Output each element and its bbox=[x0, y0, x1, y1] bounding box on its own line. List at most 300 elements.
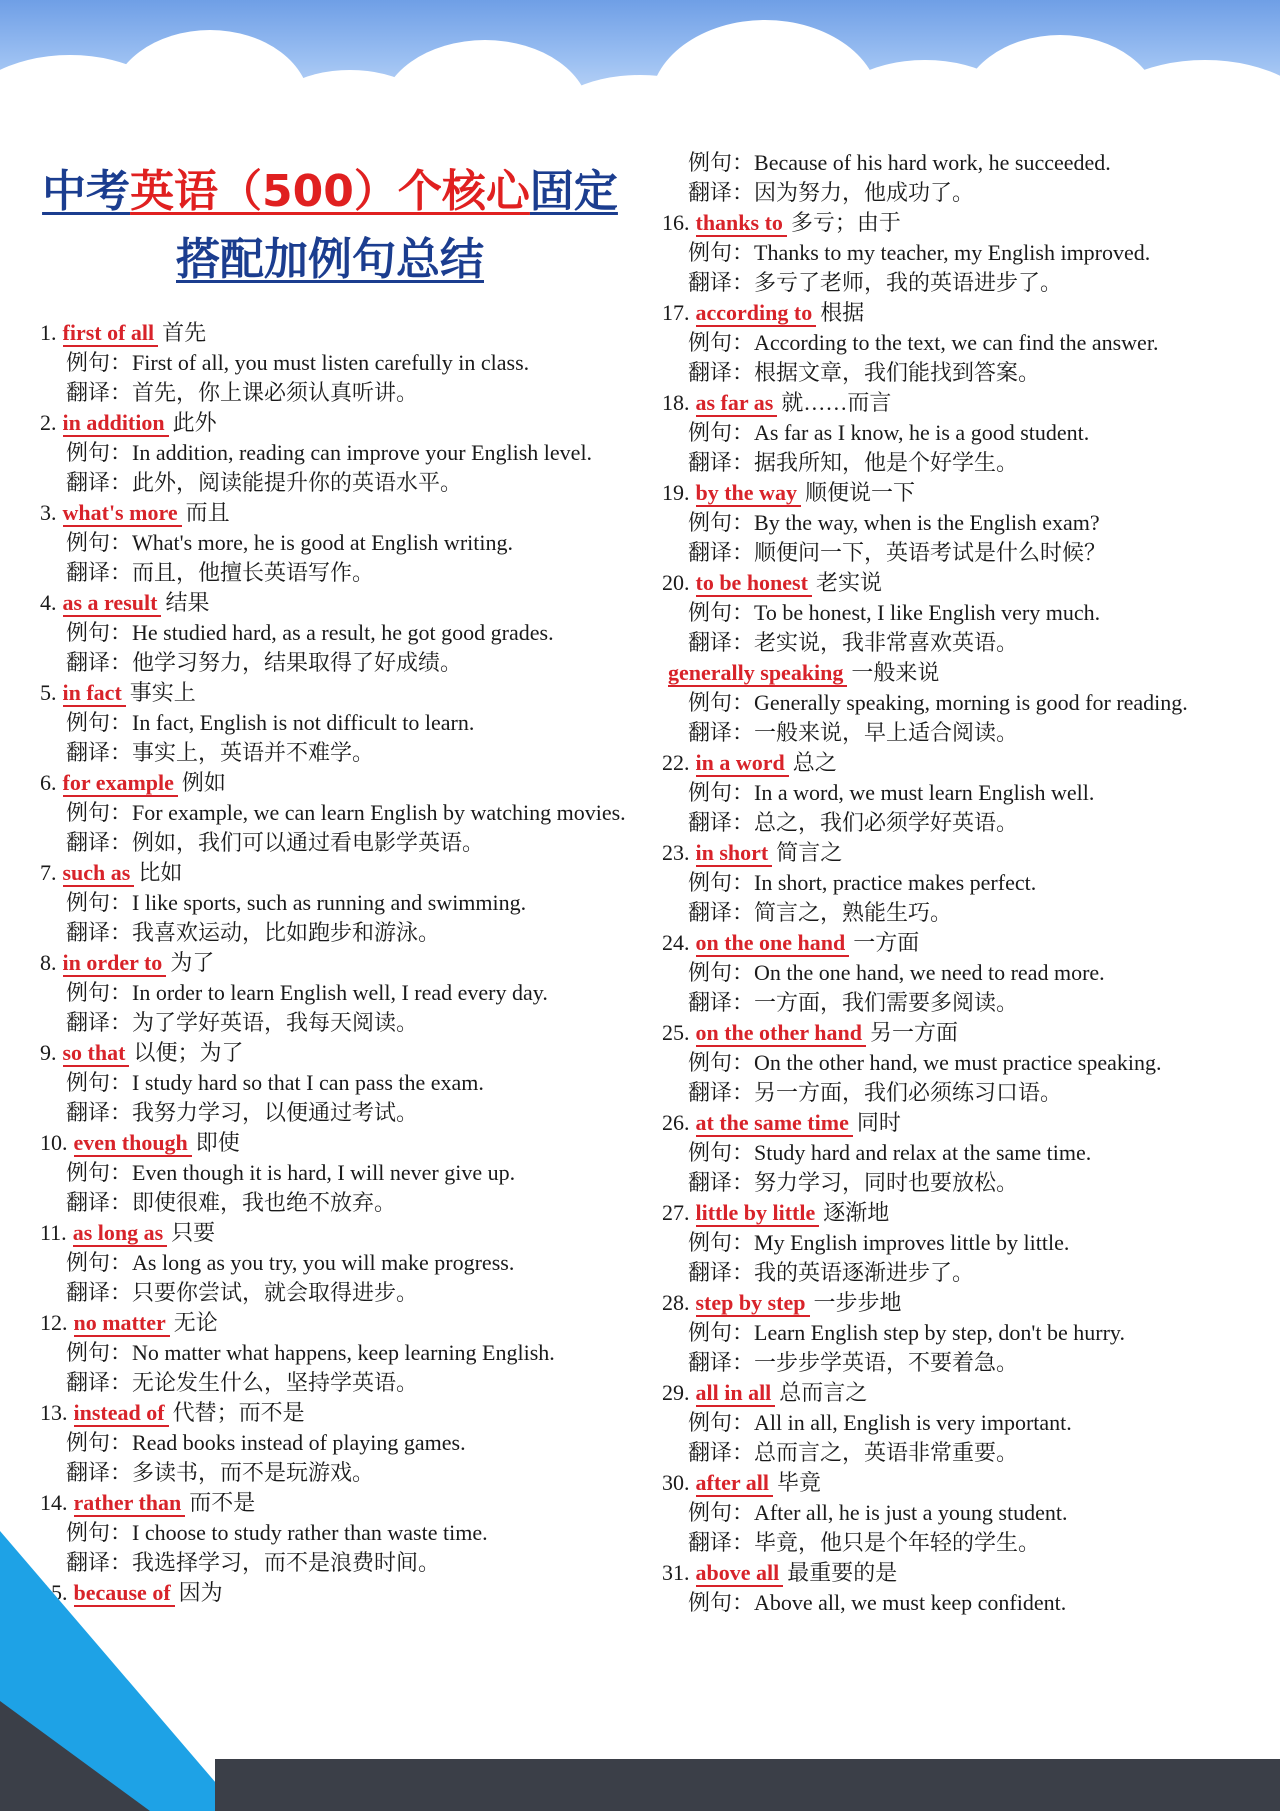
example-label: 例句： bbox=[688, 1140, 755, 1165]
translation-sentence bbox=[66, 1458, 640, 1488]
translation-text: 我的英语逐渐进步了。 bbox=[754, 1260, 975, 1285]
phrase-term: for example bbox=[63, 771, 178, 797]
translation-label: 翻译： bbox=[688, 1530, 755, 1555]
entry-number: 24. bbox=[662, 930, 690, 955]
translation-label: 翻译： bbox=[688, 360, 755, 385]
phrase-line bbox=[40, 948, 640, 978]
phrase-entry bbox=[40, 318, 640, 408]
phrase-line bbox=[40, 1488, 640, 1518]
phrase-entry bbox=[662, 658, 1262, 748]
example-sentence bbox=[66, 888, 640, 918]
translation-text: 总之，我们必须学好英语。 bbox=[754, 810, 1019, 835]
entry-number: 17. bbox=[662, 300, 690, 325]
translation-text: 我努力学习，以便通过考试。 bbox=[132, 1100, 419, 1125]
example-text: According to the text, we can find the answer. bbox=[754, 330, 1159, 355]
example-text: Even though it is hard, I will never give up. bbox=[132, 1160, 516, 1185]
phrase-line bbox=[662, 838, 1262, 868]
phrase-entry bbox=[40, 1218, 640, 1308]
translation-text: 无论发生什么，坚持学英语。 bbox=[132, 1370, 419, 1395]
example-sentence bbox=[688, 1408, 1262, 1438]
entry-number: 14. bbox=[40, 1490, 68, 1515]
phrase-line bbox=[662, 748, 1262, 778]
example-text: Above all, we must keep confident. bbox=[754, 1590, 1067, 1615]
translation-label: 翻译： bbox=[66, 1550, 133, 1575]
translation-text: 另一方面，我们必须练习口语。 bbox=[754, 1080, 1063, 1105]
example-text: No matter what happens, keep learning English. bbox=[132, 1340, 555, 1365]
example-sentence bbox=[688, 1138, 1262, 1168]
translation-sentence bbox=[66, 918, 640, 948]
phrase-term: on the other hand bbox=[696, 1021, 866, 1047]
translation-label: 翻译： bbox=[66, 1280, 133, 1305]
translation-text: 多读书，而不是玩游戏。 bbox=[132, 1460, 375, 1485]
translation-text: 首先，你上课必须认真听讲。 bbox=[132, 380, 419, 405]
translation-sentence bbox=[66, 1188, 640, 1218]
translation-text: 他学习努力，结果取得了好成绩。 bbox=[132, 650, 463, 675]
phrase-line bbox=[662, 298, 1262, 328]
example-text: For example, we can learn English by watching movies. bbox=[132, 800, 626, 825]
example-label: 例句： bbox=[688, 1050, 755, 1075]
phrase-term: step by step bbox=[696, 1291, 810, 1317]
phrase-term: to be honest bbox=[696, 571, 812, 597]
example-label: 例句： bbox=[688, 330, 755, 355]
example-sentence bbox=[688, 148, 1262, 178]
phrase-term: instead of bbox=[74, 1401, 169, 1427]
example-sentence bbox=[66, 348, 640, 378]
continued-entry bbox=[662, 148, 1262, 208]
translation-sentence bbox=[66, 558, 640, 588]
translation-text: 例如，我们可以通过看电影学英语。 bbox=[132, 830, 485, 855]
phrase-meaning: 因为 bbox=[178, 1580, 223, 1605]
example-label: 例句： bbox=[66, 1250, 133, 1275]
translation-label: 翻译： bbox=[66, 1100, 133, 1125]
example-text: Thanks to my teacher, my English improved. bbox=[754, 240, 1151, 265]
entry-number: 1. bbox=[40, 320, 57, 345]
entry-number: 6. bbox=[40, 770, 57, 795]
phrase-term: in short bbox=[696, 841, 773, 867]
example-label: 例句： bbox=[688, 1320, 755, 1345]
example-text: Study hard and relax at the same time. bbox=[754, 1140, 1092, 1165]
translation-sentence bbox=[66, 648, 640, 678]
phrase-term: because of bbox=[74, 1581, 175, 1607]
example-sentence bbox=[66, 528, 640, 558]
phrase-entry bbox=[662, 838, 1262, 928]
phrase-meaning: 一步步地 bbox=[813, 1290, 902, 1315]
example-label: 例句： bbox=[688, 870, 755, 895]
phrase-meaning: 无论 bbox=[173, 1310, 218, 1335]
translation-sentence bbox=[688, 268, 1262, 298]
phrase-meaning: 简言之 bbox=[776, 840, 843, 865]
translation-sentence bbox=[66, 1278, 640, 1308]
example-label: 例句： bbox=[688, 780, 755, 805]
example-sentence bbox=[66, 438, 640, 468]
example-sentence bbox=[66, 798, 640, 828]
translation-label: 翻译： bbox=[688, 990, 755, 1015]
translation-label: 翻译： bbox=[66, 560, 133, 585]
translation-sentence bbox=[688, 1348, 1262, 1378]
phrase-meaning: 总之 bbox=[792, 750, 837, 775]
entry-number: 8. bbox=[40, 950, 57, 975]
translation-sentence bbox=[688, 1258, 1262, 1288]
example-text: In short, practice makes perfect. bbox=[754, 870, 1037, 895]
translation-sentence bbox=[688, 1168, 1262, 1198]
translation-sentence bbox=[688, 538, 1262, 568]
entry-number: 30. bbox=[662, 1470, 690, 1495]
phrase-meaning: 比如 bbox=[138, 860, 183, 885]
entry-number: 3. bbox=[40, 500, 57, 525]
translation-label: 翻译： bbox=[688, 630, 755, 655]
example-text: By the way, when is the English exam? bbox=[754, 510, 1100, 535]
translation-label: 翻译： bbox=[66, 1010, 133, 1035]
example-sentence bbox=[688, 1318, 1262, 1348]
phrase-line bbox=[40, 858, 640, 888]
phrase-term: in a word bbox=[696, 751, 789, 777]
phrase-term: as long as bbox=[73, 1221, 167, 1247]
example-sentence bbox=[688, 328, 1262, 358]
phrase-term: at the same time bbox=[696, 1111, 853, 1137]
translation-label: 翻译： bbox=[688, 1080, 755, 1105]
translation-label: 翻译： bbox=[688, 180, 755, 205]
phrase-meaning: 例如 bbox=[181, 770, 226, 795]
example-text: As far as I know, he is a good student. bbox=[754, 420, 1090, 445]
phrase-meaning: 只要 bbox=[171, 1220, 216, 1245]
phrase-line bbox=[40, 408, 640, 438]
translation-sentence bbox=[688, 1438, 1262, 1468]
example-label: 例句： bbox=[688, 600, 755, 625]
example-text: My English improves little by little. bbox=[754, 1230, 1070, 1255]
example-text: On the one hand, we need to read more. bbox=[754, 960, 1105, 985]
phrase-term: all in all bbox=[696, 1381, 776, 1407]
phrase-line bbox=[662, 568, 1262, 598]
example-text: After all, he is just a young student. bbox=[754, 1500, 1068, 1525]
example-label: 例句： bbox=[688, 1590, 755, 1615]
phrase-line bbox=[662, 1198, 1262, 1228]
phrase-meaning: 毕竟 bbox=[777, 1470, 822, 1495]
phrase-meaning: 此外 bbox=[172, 410, 217, 435]
translation-label: 翻译： bbox=[688, 270, 755, 295]
phrase-term: as a result bbox=[63, 591, 162, 617]
phrase-line bbox=[662, 1558, 1262, 1588]
entry-number: 20. bbox=[662, 570, 690, 595]
phrase-meaning: 为了 bbox=[170, 950, 215, 975]
example-text: Read books instead of playing games. bbox=[132, 1430, 466, 1455]
example-text: In a word, we must learn English well. bbox=[754, 780, 1095, 805]
translation-text: 据我所知，他是个好学生。 bbox=[754, 450, 1019, 475]
example-text: First of all, you must listen carefully in class. bbox=[132, 350, 530, 375]
phrase-term: rather than bbox=[74, 1491, 186, 1517]
phrase-line bbox=[40, 498, 640, 528]
entry-number: 15. bbox=[40, 1580, 68, 1605]
translation-text: 而且，他擅长英语写作。 bbox=[132, 560, 375, 585]
translation-label: 翻译： bbox=[688, 1260, 755, 1285]
entry-number: 31. bbox=[662, 1560, 690, 1585]
phrase-entry bbox=[662, 1288, 1262, 1378]
phrase-line bbox=[662, 658, 1262, 688]
example-label: 例句： bbox=[66, 1430, 133, 1455]
entry-number: 16. bbox=[662, 210, 690, 235]
entry-number: 19. bbox=[662, 480, 690, 505]
example-label: 例句： bbox=[66, 800, 133, 825]
phrase-line bbox=[40, 1218, 640, 1248]
phrase-meaning: 结果 bbox=[165, 590, 210, 615]
phrase-line bbox=[662, 1378, 1262, 1408]
translation-label: 翻译： bbox=[688, 540, 755, 565]
phrase-entry bbox=[40, 1038, 640, 1128]
translation-label: 翻译： bbox=[66, 1460, 133, 1485]
translation-sentence bbox=[688, 718, 1262, 748]
phrase-meaning: 就……而言 bbox=[781, 390, 892, 415]
example-text: I like sports, such as running and swimming. bbox=[132, 890, 527, 915]
example-sentence bbox=[688, 778, 1262, 808]
phrase-line bbox=[662, 208, 1262, 238]
entry-number: 5. bbox=[40, 680, 57, 705]
entry-number: 28. bbox=[662, 1290, 690, 1315]
phrase-line bbox=[662, 1288, 1262, 1318]
example-sentence bbox=[688, 418, 1262, 448]
phrase-line bbox=[40, 1128, 640, 1158]
example-label: 例句： bbox=[66, 1160, 133, 1185]
example-label: 例句： bbox=[66, 530, 133, 555]
translation-sentence bbox=[66, 1368, 640, 1398]
phrase-line bbox=[662, 1018, 1262, 1048]
translation-text: 总而言之，英语非常重要。 bbox=[754, 1440, 1019, 1465]
phrase-entry bbox=[40, 588, 640, 678]
phrase-meaning: 一般来说 bbox=[851, 660, 940, 685]
right-column bbox=[662, 148, 1262, 1618]
example-text: On the other hand, we must practice speaking. bbox=[754, 1050, 1162, 1075]
translation-text: 多亏了老师，我的英语进步了。 bbox=[754, 270, 1063, 295]
phrase-line bbox=[40, 588, 640, 618]
example-sentence bbox=[688, 1588, 1262, 1618]
phrase-line bbox=[40, 1038, 640, 1068]
phrase-entry bbox=[40, 498, 640, 588]
phrase-entry bbox=[662, 1378, 1262, 1468]
example-label: 例句： bbox=[688, 150, 755, 175]
example-sentence bbox=[66, 1248, 640, 1278]
translation-label: 翻译： bbox=[66, 1190, 133, 1215]
example-sentence bbox=[688, 958, 1262, 988]
example-sentence bbox=[688, 868, 1262, 898]
translation-text: 一方面，我们需要多阅读。 bbox=[754, 990, 1019, 1015]
phrase-line bbox=[662, 1468, 1262, 1498]
footer-bar bbox=[215, 1759, 1280, 1811]
example-sentence bbox=[688, 1048, 1262, 1078]
example-label: 例句： bbox=[66, 1340, 133, 1365]
phrase-meaning: 以便；为了 bbox=[133, 1040, 244, 1065]
translation-text: 一般来说，早上适合阅读。 bbox=[754, 720, 1019, 745]
translation-text: 事实上，英语并不难学。 bbox=[132, 740, 375, 765]
translation-label: 翻译： bbox=[688, 810, 755, 835]
phrase-meaning: 而不是 bbox=[189, 1490, 256, 1515]
translation-sentence bbox=[688, 178, 1262, 208]
translation-label: 翻译： bbox=[66, 650, 133, 675]
phrase-entry bbox=[662, 208, 1262, 298]
example-label: 例句： bbox=[66, 1070, 133, 1095]
phrase-meaning: 事实上 bbox=[129, 680, 196, 705]
right-column-list bbox=[662, 208, 1262, 1618]
translation-text: 根据文章，我们能找到答案。 bbox=[754, 360, 1041, 385]
example-sentence bbox=[66, 708, 640, 738]
phrase-term: little by little bbox=[696, 1201, 820, 1227]
phrase-entry bbox=[40, 768, 640, 858]
example-sentence bbox=[688, 1498, 1262, 1528]
phrase-meaning: 逐渐地 bbox=[823, 1200, 890, 1225]
phrase-entry bbox=[662, 1558, 1262, 1618]
phrase-line bbox=[40, 678, 640, 708]
example-label: 例句： bbox=[66, 1520, 133, 1545]
phrase-term: generally speaking bbox=[668, 661, 847, 687]
phrase-meaning: 代替；而不是 bbox=[172, 1400, 305, 1425]
phrase-entry bbox=[40, 1128, 640, 1218]
left-column bbox=[40, 318, 640, 1608]
example-sentence bbox=[688, 598, 1262, 628]
example-label: 例句： bbox=[66, 350, 133, 375]
example-label: 例句： bbox=[688, 960, 755, 985]
phrase-term: thanks to bbox=[696, 211, 787, 237]
example-text: To be honest, I like English very much. bbox=[754, 600, 1101, 625]
example-text: Generally speaking, morning is good for reading. bbox=[754, 690, 1188, 715]
example-label: 例句： bbox=[66, 710, 133, 735]
phrase-entry bbox=[662, 1198, 1262, 1288]
translation-text: 老实说，我非常喜欢英语。 bbox=[754, 630, 1019, 655]
translation-sentence bbox=[66, 828, 640, 858]
example-sentence bbox=[688, 238, 1262, 268]
phrase-entry bbox=[662, 1468, 1262, 1558]
example-sentence bbox=[688, 508, 1262, 538]
example-label: 例句： bbox=[66, 980, 133, 1005]
entry-number: 2. bbox=[40, 410, 57, 435]
phrase-entry bbox=[40, 858, 640, 948]
phrase-entry bbox=[662, 1108, 1262, 1198]
example-sentence bbox=[66, 978, 640, 1008]
entry-number: 23. bbox=[662, 840, 690, 865]
translation-label: 翻译： bbox=[688, 1440, 755, 1465]
title-part-3: 固定 bbox=[529, 166, 618, 217]
phrase-meaning: 顺便说一下 bbox=[804, 480, 915, 505]
example-text: In order to learn English well, I read every day. bbox=[132, 980, 548, 1005]
example-label: 例句： bbox=[66, 440, 133, 465]
page-title bbox=[34, 158, 626, 294]
translation-sentence bbox=[688, 1078, 1262, 1108]
translation-text: 毕竟，他只是个年轻的学生。 bbox=[754, 1530, 1041, 1555]
example-label: 例句： bbox=[688, 420, 755, 445]
translation-sentence bbox=[688, 808, 1262, 838]
example-label: 例句： bbox=[688, 1500, 755, 1525]
entry-number: 7. bbox=[40, 860, 57, 885]
phrase-line bbox=[40, 318, 640, 348]
phrase-meaning: 总而言之 bbox=[779, 1380, 868, 1405]
phrase-entry bbox=[662, 928, 1262, 1018]
phrase-meaning: 首先 bbox=[162, 320, 207, 345]
entry-number: 10. bbox=[40, 1130, 68, 1155]
corner-decoration-dark bbox=[0, 1701, 150, 1811]
example-sentence bbox=[66, 618, 640, 648]
translation-text: 顺便问一下，英语考试是什么时候？ bbox=[754, 540, 1107, 565]
example-text: I study hard so that I can pass the exam. bbox=[132, 1070, 484, 1095]
translation-text: 为了学好英语，我每天阅读。 bbox=[132, 1010, 419, 1035]
translation-label: 翻译： bbox=[66, 1370, 133, 1395]
phrase-entry bbox=[662, 478, 1262, 568]
translation-label: 翻译： bbox=[688, 720, 755, 745]
example-text: He studied hard, as a result, he got good grades. bbox=[132, 620, 554, 645]
example-label: 例句： bbox=[688, 1230, 755, 1255]
translation-sentence bbox=[66, 378, 640, 408]
translation-text: 即使很难，我也绝不放弃。 bbox=[132, 1190, 397, 1215]
example-sentence bbox=[66, 1068, 640, 1098]
entry-number: 29. bbox=[662, 1380, 690, 1405]
example-sentence bbox=[66, 1158, 640, 1188]
example-text: What's more, he is good at English writing. bbox=[132, 530, 513, 555]
translation-sentence bbox=[688, 988, 1262, 1018]
translation-text: 此外，阅读能提升你的英语水平。 bbox=[132, 470, 463, 495]
phrase-meaning: 而且 bbox=[185, 500, 230, 525]
translation-sentence bbox=[66, 738, 640, 768]
phrase-meaning: 一方面 bbox=[853, 930, 920, 955]
title-line-2: 搭配加例句总结 bbox=[176, 234, 484, 285]
phrase-term: by the way bbox=[696, 481, 801, 507]
phrase-meaning: 同时 bbox=[856, 1110, 901, 1135]
phrase-term: such as bbox=[63, 861, 135, 887]
phrase-term: even though bbox=[74, 1131, 192, 1157]
translation-sentence bbox=[688, 898, 1262, 928]
translation-text: 努力学习，同时也要放松。 bbox=[754, 1170, 1019, 1195]
phrase-line bbox=[40, 768, 640, 798]
translation-sentence bbox=[66, 1008, 640, 1038]
phrase-term: first of all bbox=[63, 321, 159, 347]
phrase-meaning: 另一方面 bbox=[869, 1020, 958, 1045]
phrase-line bbox=[662, 388, 1262, 418]
translation-text: 一步步学英语，不要着急。 bbox=[754, 1350, 1019, 1375]
phrase-meaning: 老实说 bbox=[815, 570, 882, 595]
example-label: 例句： bbox=[688, 510, 755, 535]
phrase-meaning: 最重要的是 bbox=[787, 1560, 898, 1585]
phrase-line bbox=[662, 928, 1262, 958]
title-part-1: 中考 bbox=[42, 166, 131, 217]
example-text: Learn English step by step, don't be hurry. bbox=[754, 1320, 1125, 1345]
translation-text: 我喜欢运动，比如跑步和游泳。 bbox=[132, 920, 441, 945]
phrase-term: what's more bbox=[63, 501, 182, 527]
translation-text: 因为努力，他成功了。 bbox=[754, 180, 975, 205]
phrase-entry bbox=[40, 408, 640, 498]
example-label: 例句： bbox=[688, 240, 755, 265]
entry-number: 27. bbox=[662, 1200, 690, 1225]
example-label: 例句： bbox=[688, 690, 755, 715]
translation-sentence bbox=[66, 468, 640, 498]
translation-text: 简言之，熟能生巧。 bbox=[754, 900, 953, 925]
phrase-entry bbox=[662, 388, 1262, 478]
translation-sentence bbox=[688, 358, 1262, 388]
example-text: As long as you try, you will make progress. bbox=[132, 1250, 515, 1275]
phrase-term: as far as bbox=[696, 391, 778, 417]
entry-number: 25. bbox=[662, 1020, 690, 1045]
phrase-entry bbox=[40, 1308, 640, 1398]
phrase-term: after all bbox=[696, 1471, 774, 1497]
translation-sentence bbox=[66, 1098, 640, 1128]
phrase-term: in order to bbox=[63, 951, 167, 977]
entry-number: 12. bbox=[40, 1310, 68, 1335]
entry-number: 4. bbox=[40, 590, 57, 615]
phrase-entry bbox=[662, 1018, 1262, 1108]
phrase-term: in addition bbox=[63, 411, 169, 437]
phrase-line bbox=[662, 1108, 1262, 1138]
translation-sentence bbox=[688, 628, 1262, 658]
translation-text: 我选择学习，而不是浪费时间。 bbox=[132, 1550, 441, 1575]
example-label: 例句： bbox=[66, 890, 133, 915]
phrase-term: so that bbox=[63, 1041, 130, 1067]
entry-number: 22. bbox=[662, 750, 690, 775]
translation-sentence bbox=[688, 1528, 1262, 1558]
translation-label: 翻译： bbox=[66, 920, 133, 945]
translation-label: 翻译： bbox=[66, 470, 133, 495]
